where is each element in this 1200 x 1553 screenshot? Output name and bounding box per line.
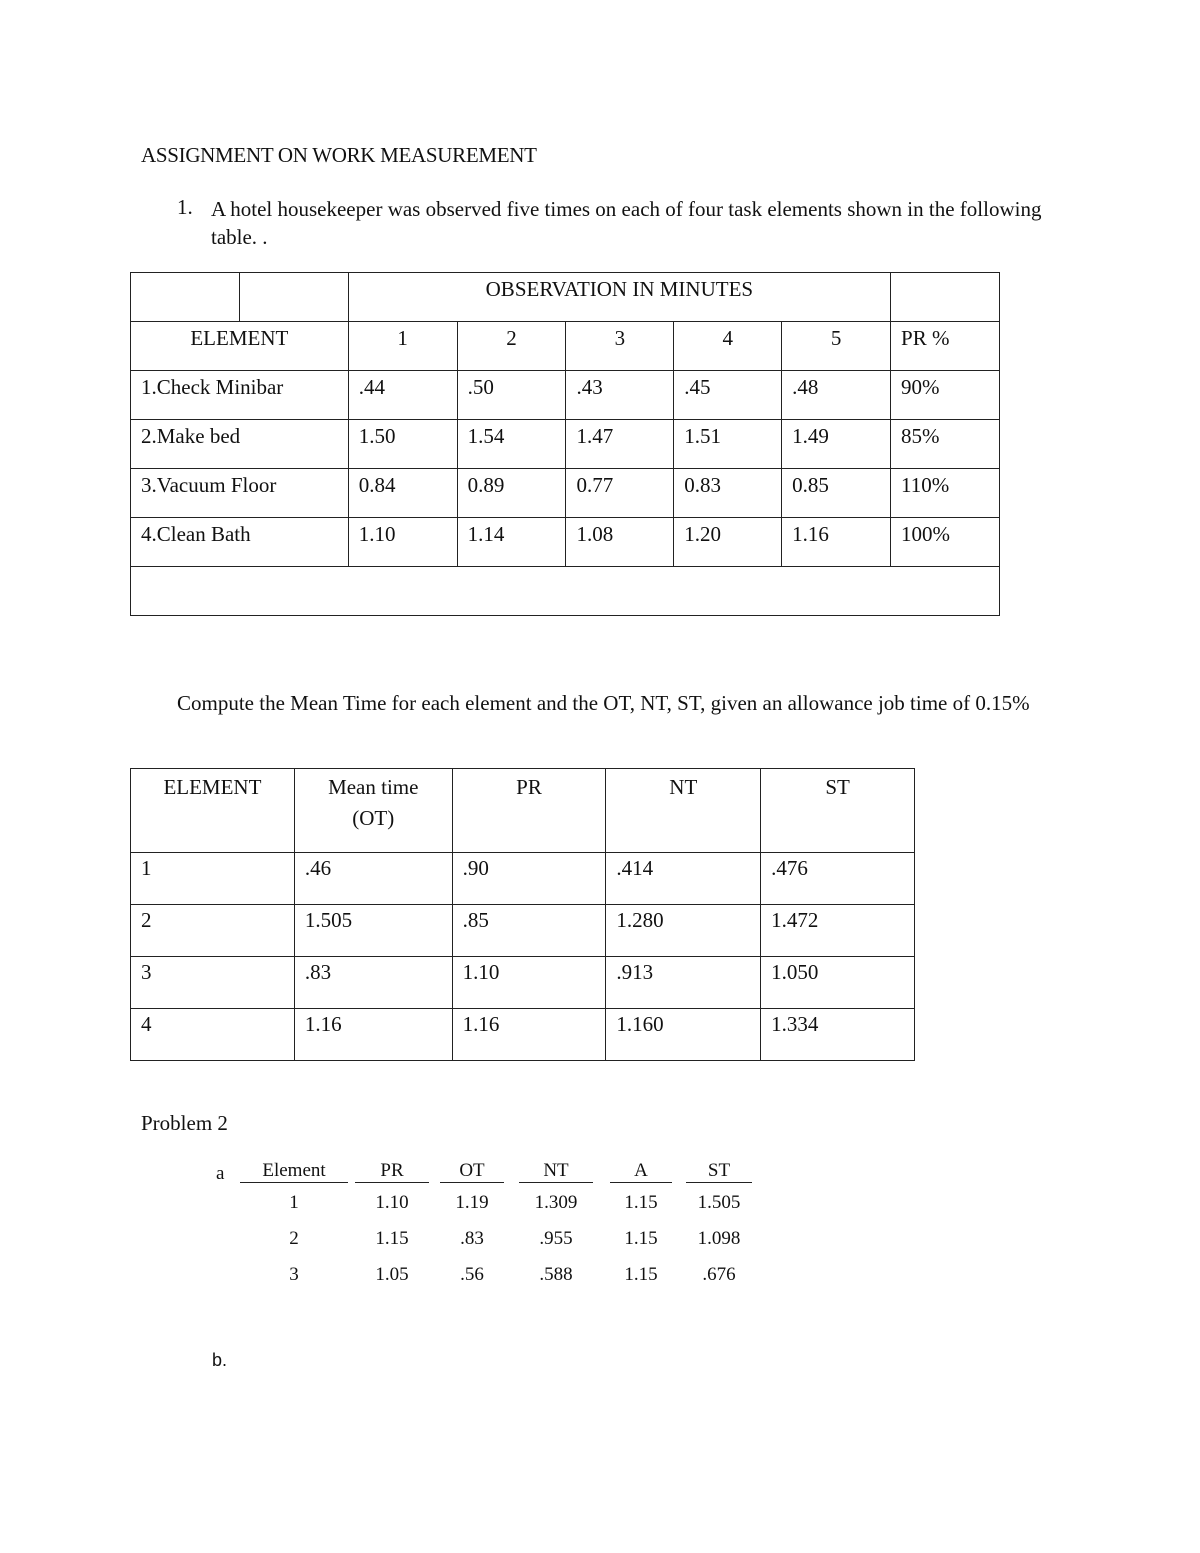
value-cell: .50 (457, 371, 566, 420)
table-row (131, 853, 915, 905)
header-line: (OT) (352, 806, 395, 830)
value-cell: 1.50 (348, 420, 457, 469)
header-cell: A (602, 1160, 680, 1185)
value-cell: .955 (539, 1228, 573, 1249)
value-cell: 1.19 (455, 1192, 489, 1213)
element-cell: 2.Make bed (131, 420, 349, 469)
header-cell: NT (606, 769, 761, 853)
value-cell: 1.050 (761, 957, 915, 1009)
group-header: OBSERVATION IN MINUTES (348, 273, 890, 322)
observation-table (130, 272, 1000, 616)
value-cell: .676 (702, 1264, 736, 1285)
header-cell: NT (510, 1160, 602, 1185)
value-cell: 1.505 (294, 905, 452, 957)
value-cell: 85% (891, 420, 1000, 469)
value-cell: 1.49 (782, 420, 891, 469)
value-cell: 1.16 (782, 518, 891, 567)
value-cell: 1.15 (624, 1264, 658, 1285)
value-cell: 1.05 (375, 1264, 409, 1285)
header-cell: 2 (457, 322, 566, 371)
value-cell: 2 (289, 1228, 299, 1249)
value-cell: 1.505 (697, 1192, 741, 1213)
element-cell: 4.Clean Bath (131, 518, 349, 567)
empty-cell (131, 273, 240, 322)
problem2-heading: Problem 2 (141, 1111, 228, 1135)
header-cell: PR % (891, 322, 1000, 371)
table-row (131, 957, 915, 1009)
value-cell: 1.16 (294, 1009, 452, 1061)
page-title: ASSIGNMENT ON WORK MEASUREMENT (141, 143, 537, 167)
value-cell: 1.15 (624, 1192, 658, 1213)
value-cell: 0.84 (348, 469, 457, 518)
table-row (131, 905, 915, 957)
header-cell: PR (350, 1160, 434, 1185)
value-cell: .48 (782, 371, 891, 420)
value-cell: .46 (294, 853, 452, 905)
value-cell: 1.280 (606, 905, 761, 957)
table-row (131, 1009, 915, 1061)
value-cell: .90 (452, 853, 606, 905)
value-cell: .414 (606, 853, 761, 905)
header-line: Mean time (328, 775, 419, 799)
value-cell: .83 (460, 1228, 484, 1249)
value-cell: .43 (566, 371, 674, 420)
header-cell: 3 (566, 322, 674, 371)
results-table (130, 768, 915, 1061)
value-cell: .44 (348, 371, 457, 420)
header-cell: PR (452, 769, 606, 853)
header-cell: 1 (348, 322, 457, 371)
question-number: 1. (177, 195, 193, 219)
value-cell: 1.15 (624, 1228, 658, 1249)
value-cell: 1.309 (534, 1192, 578, 1213)
table-row (238, 1221, 758, 1257)
value-cell: .45 (674, 371, 782, 420)
value-cell: .913 (606, 957, 761, 1009)
empty-cell (239, 273, 348, 322)
value-cell: 1.54 (457, 420, 566, 469)
header-cell: 4 (674, 322, 782, 371)
value-cell: .476 (761, 853, 915, 905)
question-text: A hotel housekeeper was observed five times on each of four task elements shown in the following table. . (211, 197, 1042, 249)
value-cell: 1.10 (348, 518, 457, 567)
value-cell: 0.83 (674, 469, 782, 518)
value-cell: 1 (289, 1192, 299, 1213)
value-cell: 1.51 (674, 420, 782, 469)
part-b-label: b. (212, 1350, 228, 1370)
table-row (238, 1257, 758, 1293)
element-cell: 3.Vacuum Floor (131, 469, 349, 518)
header-cell: 5 (782, 322, 891, 371)
table-row (131, 420, 1000, 469)
value-cell: 0.89 (457, 469, 566, 518)
value-cell: 110% (891, 469, 1000, 518)
table-row (238, 1185, 758, 1221)
value-cell: 90% (891, 371, 1000, 420)
empty-cell (891, 273, 1000, 322)
header-cell: ST (680, 1160, 758, 1185)
table-row (131, 518, 1000, 567)
header-cell (294, 769, 452, 853)
value-cell: .85 (452, 905, 606, 957)
empty-row (131, 567, 1000, 616)
value-cell: 0.77 (566, 469, 674, 518)
value-cell: 1.098 (697, 1228, 741, 1249)
value-cell: 2 (131, 905, 295, 957)
value-cell: 0.85 (782, 469, 891, 518)
value-cell: 3 (131, 957, 295, 1009)
value-cell: 1.160 (606, 1009, 761, 1061)
value-cell: 3 (289, 1264, 299, 1285)
value-cell: 1.15 (375, 1228, 409, 1249)
header-cell: Element (238, 1160, 350, 1185)
value-cell: 1.334 (761, 1009, 915, 1061)
header-cell: ELEMENT (131, 769, 295, 853)
header-cell: ELEMENT (131, 322, 349, 371)
value-cell: 1.10 (452, 957, 606, 1009)
table-row (131, 371, 1000, 420)
value-cell: 1.472 (761, 905, 915, 957)
value-cell: .83 (294, 957, 452, 1009)
value-cell: 1.08 (566, 518, 674, 567)
value-cell: 1.16 (452, 1009, 606, 1061)
compute-instructions: Compute the Mean Time for each element and the OT, NT, ST, given an allowance job time of 0.15% (177, 691, 1030, 715)
value-cell: 1.20 (674, 518, 782, 567)
value-cell: .588 (539, 1264, 573, 1285)
problem2-table (238, 1160, 758, 1293)
value-cell: 4 (131, 1009, 295, 1061)
part-a-label: a (216, 1163, 225, 1184)
header-cell: ST (761, 769, 915, 853)
value-cell: 100% (891, 518, 1000, 567)
value-cell: .56 (460, 1264, 484, 1285)
table-row (131, 469, 1000, 518)
element-cell: 1.Check Minibar (131, 371, 349, 420)
value-cell: 1 (131, 853, 295, 905)
value-cell: 1.47 (566, 420, 674, 469)
value-cell: 1.14 (457, 518, 566, 567)
value-cell: 1.10 (375, 1192, 409, 1213)
header-cell: OT (434, 1160, 510, 1185)
